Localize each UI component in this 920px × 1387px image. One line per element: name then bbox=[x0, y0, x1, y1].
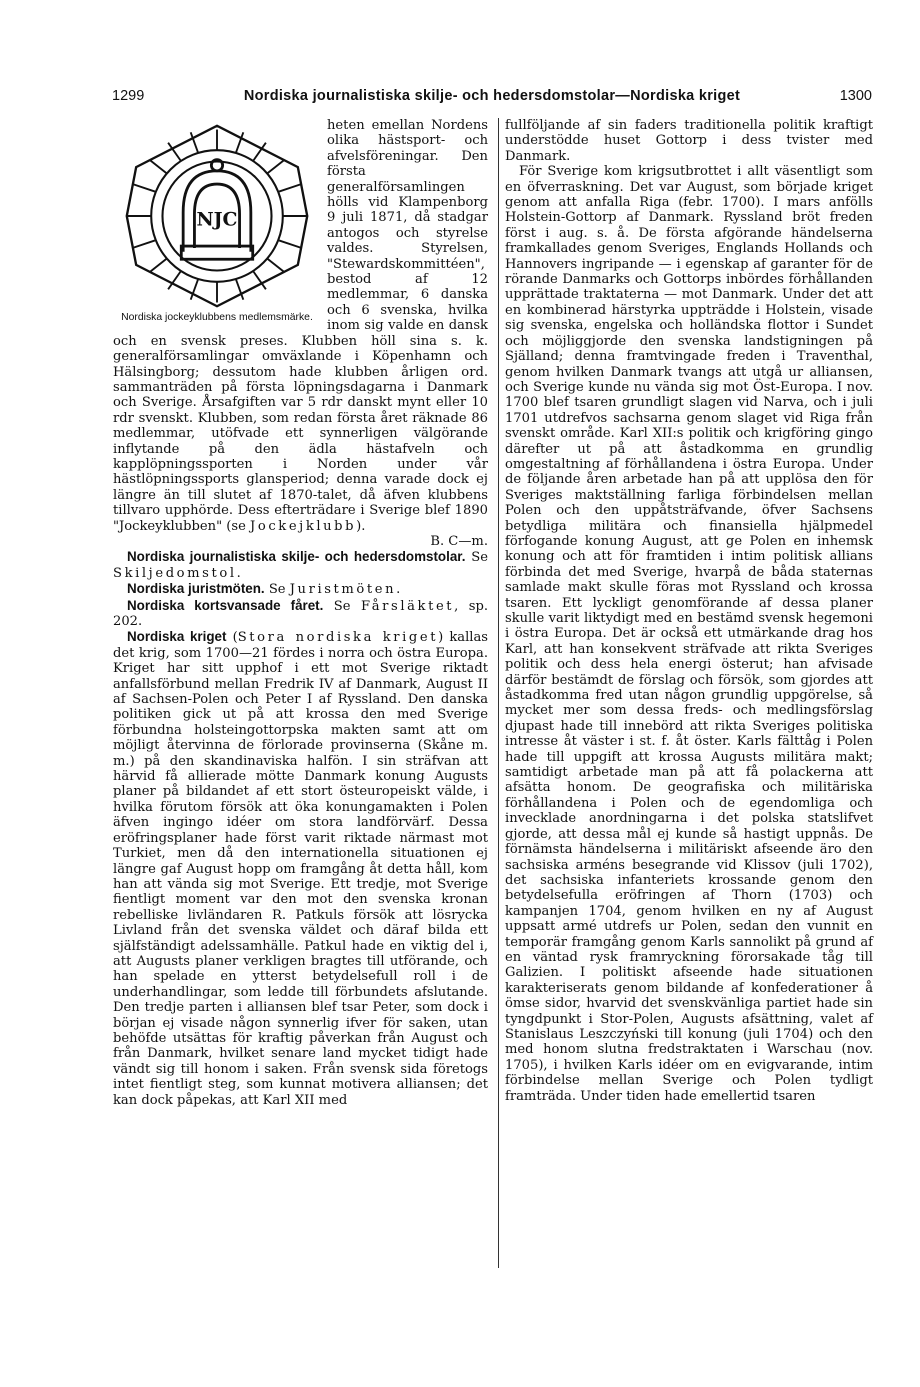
entry-skiljedomstolar bbox=[113, 549, 488, 581]
emblem-lettering: NJC bbox=[196, 208, 238, 231]
figure-caption: Nordiska jockeyklubbens medlemsmärke. bbox=[121, 312, 313, 323]
paragraph-text: Se bbox=[465, 550, 488, 566]
page-number-left: 1299 bbox=[112, 88, 145, 104]
paragraph-text: , sp. 202. bbox=[113, 598, 489, 629]
paragraph: fullföljande af sin faders traditionella politik kraftigt understödde huset Gottorp i dess tvister med Danmark. bbox=[505, 118, 873, 164]
left-column bbox=[113, 118, 488, 1108]
entry-juristmoten bbox=[113, 581, 488, 597]
paragraph-text: Se bbox=[264, 582, 290, 598]
paragraph-text: Se bbox=[323, 598, 361, 614]
entry-headword: Nordiska kriget bbox=[127, 629, 227, 645]
entry-headword: Nordiska juristmöten. bbox=[127, 581, 265, 597]
cross-reference: Jockejklubb bbox=[250, 518, 357, 534]
author-signature: B. C—m. bbox=[430, 533, 488, 549]
paragraph: För Sverige kom krigsutbrottet i allt väsentligt som en öfverraskning. Det var August, som började kriget genom att anfalla Riga (febr. 1700). I mars anfölls Holstein-Gottorp af Danmark. Ryssland bröt freden först i aug. s. å. De första afgörande händelserna framkallades genom Sveriges, Englands Hollands och Hannovers ingripande — i egenskap af garanter för de rörande Danmarks och Gottorps inbördes förhållanden upprättade traktaterna — mot Danmark. Under det att en kombinerad härstyrka uppträdde i Holstein, visade sig svenska, engelska och holländska flottor i Sundet och möjliggjorde den svenska landstigningen på Själland; denna framtvingade freden i Traventhal, genom hvilken Danmark tvangs att utgå ur alliansen, och Sverige kunde nu vända sig mot Öst-Europa. I nov. 1700 blef tsaren grundligt slagen vid Narva, och i juli 1701 utdrefvos sachsarna genom slaget vid Riga från svenskt område. Karl XII:s politik och krigföring gingo därefter ut på att åstadkomma en grundlig omgestaltning af förhållandena i östra Europa. Under de följande åren arbetade han på att upplösa den för Sveriges maktställning farliga förbindelsen mellan Polen och den uppåtsträfvande, öfver Sachsens betydliga militära och finansiella hjälpmedel förfogande konung August, att ge Polen en inhemsk konung och att för framtiden i intim politisk allians förbinda det med Sverige, hvarpå de båda staternas samlade makt skulle föras mot Ryssland och krossa tsaren. Ett lyckligt genomförande af dessa planer skulle varit liktydigt med en bestämd svensk hegemoni i östra Europa. Det är också ett utmärkande drag hos Karl, att han konsekvent sträfvade att rikta Sveriges politik och dess hela energi österut; han afvisade därför bestämdt de förslag och försök, som gjordes att åstadkomma fred utan någon grundlig uppgörelse, så mycket mer som dessa freds- och medlingsförslag djupast hade till innebörd att rikta Sveriges politiska intresse åt väster i st. f. åt öster. Karls fälttåg i Polen hade till uppgift att krossa Augusts militära makt; samtidigt arbetade man på att få polackerna att afsätta honom. De geografiska och militäriska förhållandena i Polen och de egendomliga och invecklade anordningarna i det polska statslifvet gjorde, att dessa mål ej kunde så hastigt uppnås. De förnämsta händelserna i militäriskt afseende äro den sachsiska arméns besegrande vid Klissov (juli 1702), det sachsiska infanteriets krossande genom den betydelsefulla eröfringen af Thorn (1703) och kampanjen 1704, genom hvilken en ny af August uppsatt armé utdrefs ur Polen, sedan den vunnit en temporär framgång genom Karls sannolikt på grund af en väntad rysk framryckning förorsakade tåg till Galizien. I politiskt afseende hade situationen karakteriserats genom bildande af konfederationer å ömse sidor, hvarvid det svenskvänliga partiet hade sin tyngdpunkt i Stor-Polen, Augusts afsättning, valet af Stanislaus Leszczyński till konung (juli 1704) och den med honom slutna fredstraktaten i Warschau (nov. 1705), i hvilken Karls idéer om en evigvarande, intim förbindelse mellan Sverige och Polen tydligt framträda. Under tiden hade emellertid tsaren bbox=[505, 164, 873, 1104]
entry-headword: Nordiska kortsvansade fåret. bbox=[127, 597, 324, 613]
right-column bbox=[505, 118, 873, 1104]
paragraph-text: ) kallas det krig, som 1700—21 fördes i norra och östra Europa. Kriget har sitt upphof i ett mot Sverige riktadt anfallsförbund mellan Fredrik IV af Danmark, August II af Sachsen-Polen och Peter I af Ryssland. Den danska politiken gick ut på att krossa den med Sverige förbundna holsteingottorpska makten samt att om möjligt återvinna de förlorade provinserna (Skåne m. m.) på den skandinaviska halfön. I sin sträfvan att härvid få allierade mötte Danmark konung Augusts planer på bildandet af ett stort östeuropeiskt välde, i hvilka förutom försök att öka konungamakten i Polen äfven ingingo idéer om stora landförvärf. Dessa eröfringsplaner hade först varit riktade närmast mot Turkiet, men då den internationella situationen ej längre gaf August hopp om framgång åt detta håll, kom han att vända sig mot Sverige. Ett tredje, mot Sverige fientligt moment var den mot den svenska kronan rebelliske livländaren R. Patkuls försök att lösrycka Livland från det svenska väldet och däraf bilda ett själfständigt adelssamhälle. Patkul hade en viktig del i, att Augusts planer verkligen bragtes till utförande, och han spelade en ytterst betydelsefull roll i de underhandlingar, som ledde till förbundets afslutande. Den tredje parten i alliansen blef tsar Peter, som dock i början ej visade någon synnerlig ifver för saken, utan behöfde utsättas för kraftig påverkan från August och från Danmark, hvilket senare land mycket tidigt hade vändt sig till honom i saken. Från svensk sida företogs intet fientligt steg, som kunnat motivera alliansen; det kan dock påpekas, att Karl XII med bbox=[113, 630, 488, 1108]
page-number-right: 1300 bbox=[839, 88, 872, 104]
emblem-figure bbox=[113, 118, 321, 324]
cross-reference: Juristmöten bbox=[289, 582, 397, 598]
cross-reference: Skiljedomstol bbox=[113, 565, 237, 581]
paragraph-text: ( bbox=[226, 630, 238, 646]
paragraph-text: ). bbox=[356, 518, 366, 534]
jockey-club-emblem-image bbox=[123, 122, 311, 310]
entry-headword: Nordiska journalistiska skilje- och hedersdomstolar. bbox=[127, 549, 466, 565]
paragraph-text: . bbox=[396, 582, 401, 598]
column-divider bbox=[498, 118, 499, 1268]
running-title: Nordiska journalistiska skilje- och hedersdomstolar—Nordiska kriget bbox=[243, 88, 741, 104]
cross-reference: Fårsläktet bbox=[360, 598, 455, 614]
paragraph-text: heten emellan Nordens olika hästsport- och afvelsföreningar. Den första generalförsamlingen hölls vid Klampenborg 9 juli 1871, då stadgar antogos och styrelse valdes. Styrelsen, "Stewardskommittéen", bestod af 12 medlemmar, 6 danska och 6 svenska, hvilka inom sig valde en dansk och en svensk preses. Klubben höll sina s. k. generalförsamlingar omväxlande i Köpenhamn och Hälsingborg; dessutom hade klubben årligen ord. sammanträden på första löpningsdagarna i Danmark och Sverige. Årsafgiften var 5 rdr danskt mynt eller 10 rdr svenskt. Klubben, som redan första året räknade 86 medlemmar, utöfvade ett synnerligen välgörande inflytande på den ädla hästafveln och kapplöpningssporten i Norden under vår hästlöpningssports glansperiod; denna varade dock ej längre än till slutet af 1870-talet, då äfven klubbens tillvaro upphörde. Dess efterträdare i Sverige blef 1890 "Jockeyklubben" (se bbox=[113, 118, 488, 534]
paragraph-text: . bbox=[236, 565, 241, 581]
alternate-name: Stora nordiska kriget bbox=[237, 630, 439, 646]
entry-kortsvansade-faret bbox=[113, 598, 488, 630]
running-header bbox=[112, 88, 872, 108]
entry-nordiska-kriget bbox=[113, 629, 488, 1108]
